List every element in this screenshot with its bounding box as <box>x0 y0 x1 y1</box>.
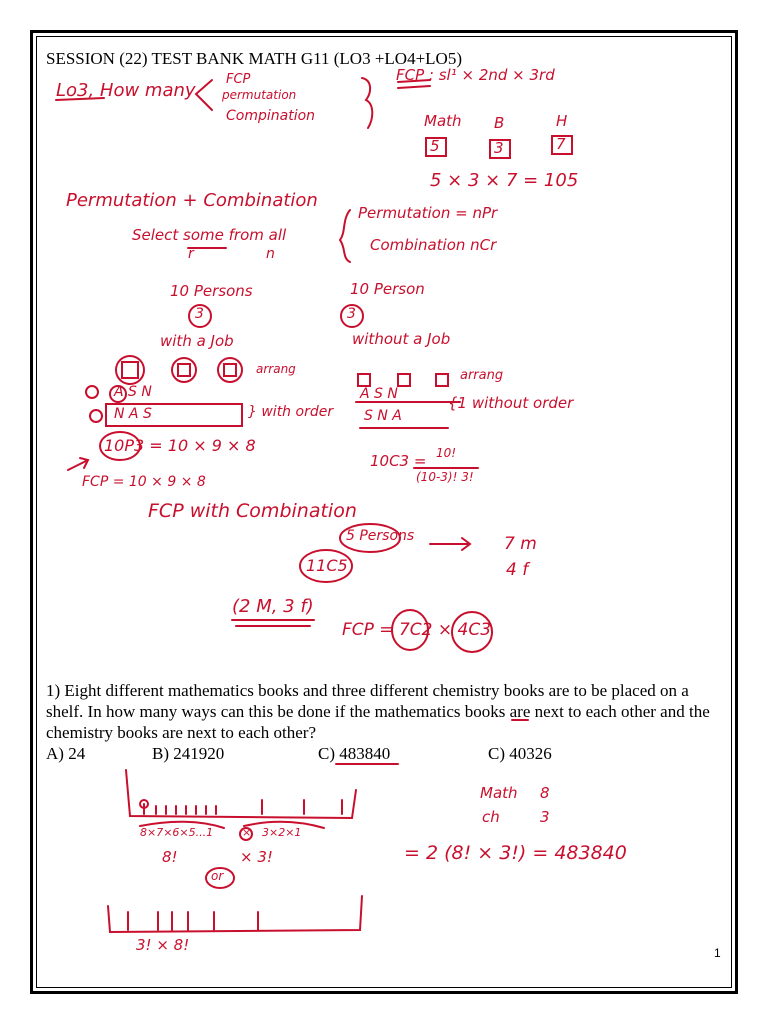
note-math-label: Math <box>480 784 518 802</box>
note-math-count: 8 <box>540 784 550 802</box>
note-or: or <box>211 869 224 883</box>
note-subject-b: B <box>494 114 505 132</box>
note-count-math: 5 <box>430 137 440 155</box>
note-without-order: {1 without order <box>448 394 574 412</box>
note-count-b: 3 <box>494 139 504 157</box>
note-times: × <box>242 826 252 839</box>
note-five-persons: 5 Persons <box>346 528 415 544</box>
option-b: B) 241920 <box>152 744 225 763</box>
note-permutation: permutation <box>222 88 297 102</box>
note-arrang-left: arrang <box>256 362 296 376</box>
note-3-factorial: × 3! <box>240 848 273 866</box>
note-perm-result: 10P3 = 10 × 9 × 8 <box>104 436 256 455</box>
note-7m: 7 m <box>504 534 537 554</box>
note-lo3-how-many: Lo3, How many <box>56 80 196 101</box>
note-row2-right: S N A <box>364 408 402 424</box>
note-11c5: 11C5 <box>306 556 348 575</box>
note-row1-left: A S N <box>114 384 152 400</box>
note-count-h: 7 <box>556 135 566 153</box>
question-text: 1) Eight different mathematics books and three different chemistry books are to be placed on a shelf. In how many ways can this be done if the mathematics books are next to each other and the chemistry books are next to each other? <box>46 681 710 742</box>
note-comb-eq: Combination nCr <box>370 236 497 254</box>
note-fcp: FCP <box>226 72 251 87</box>
note-8-factorial: 8! <box>162 848 178 866</box>
note-subject-math: Math <box>424 112 462 130</box>
note-4f: 4 f <box>506 560 529 580</box>
note-arrang-right: arrang <box>460 368 504 383</box>
note-math-product: 8×7×6×5...1 <box>140 826 214 839</box>
note-r: r <box>188 246 194 262</box>
note-perm-comb: Permutation + Combination <box>66 190 318 211</box>
note-left-three: 3 <box>195 306 204 322</box>
note-comb-result: 10C3 = <box>370 452 427 470</box>
note-fcp-product: 5 × 3 × 7 = 105 <box>430 170 579 191</box>
note-fcp-final: FCP = 7C2 × 4C3 <box>342 620 492 640</box>
note-ch-count: 3 <box>540 808 550 826</box>
note-n: n <box>266 246 275 262</box>
note-with-job: with a Job <box>160 332 234 350</box>
note-chem-product: 3×2×1 <box>262 826 302 839</box>
option-a: A) 24 <box>46 744 86 763</box>
note-with-order: } with order <box>248 404 334 420</box>
option-c-second: C) 40326 <box>488 744 552 763</box>
note-combination: Compination <box>226 108 316 124</box>
option-c: C) 483840 <box>318 744 391 763</box>
note-subject-h: H <box>556 112 568 130</box>
note-bottom-calc: 3! × 8! <box>136 936 190 954</box>
note-answer-calc: = 2 (8! × 3!) = 483840 <box>404 842 627 864</box>
note-right-three: 3 <box>347 306 356 322</box>
note-frac-num: 10! <box>436 446 457 460</box>
note-2m-3f: (2 M, 3 f) <box>232 596 314 617</box>
note-perm-eq: Permutation = nPr <box>358 204 498 222</box>
note-right-persons: 10 Person <box>350 280 425 298</box>
note-fcp-formula: FCP : sl¹ × 2nd × 3rd <box>396 66 555 84</box>
page-title: SESSION (22) TEST BANK MATH G11 (LO3 +LO4+LO5) <box>46 49 462 68</box>
note-row2-left: N A S <box>114 406 152 422</box>
note-left-persons: 10 Persons <box>170 282 253 300</box>
note-frac-den: (10-3)! 3! <box>416 470 474 484</box>
page-number: 1 <box>714 946 721 960</box>
note-ch-label: ch <box>482 808 500 826</box>
note-row1-right: A S N <box>360 386 398 402</box>
note-fcp-result: FCP = 10 × 9 × 8 <box>82 474 206 490</box>
note-without-job: without a Job <box>352 330 451 348</box>
note-fcp-with-comb: FCP with Combination <box>148 500 357 522</box>
note-select-some: Select some from all <box>132 226 287 244</box>
